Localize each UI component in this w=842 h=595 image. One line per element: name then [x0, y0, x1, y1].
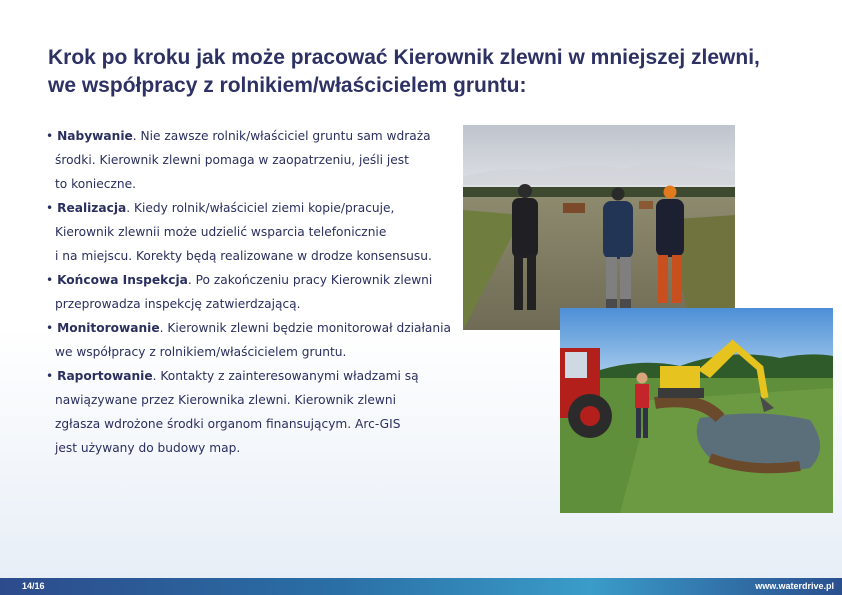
step-text-line: to konieczne.	[55, 177, 136, 191]
excavator-illustration	[560, 308, 833, 513]
step-term: Realizacja	[57, 201, 127, 215]
step-term: Monitorowanie	[57, 321, 160, 335]
step-term: Raportowanie	[57, 369, 153, 383]
step-text-line: jest używany do budowy map.	[55, 441, 241, 455]
footer-bar	[0, 578, 842, 595]
step-text: . Nie zawsze rolnik/właściciel gruntu sam wdraża	[132, 129, 431, 143]
website-link[interactable]: www.waterdrive.pl	[755, 581, 834, 591]
step-text-line: środki. Kierownik zlewni pomaga w zaopatrzeniu, jeśli jest	[55, 153, 409, 167]
step-text: . Kiedy rolnik/właściciel ziemi kopie/pracuje,	[126, 201, 395, 215]
field-walk-illustration	[463, 125, 735, 330]
steps-list	[46, 124, 466, 460]
step-text: . Po zakończeniu pracy Kierownik zlewni	[187, 273, 433, 287]
step-text-line: i na miejscu. Korekty będą realizowane w drodze konsensusu.	[55, 249, 432, 263]
step-text-line: Kierownik zlewnii może udzielić wsparcia telefonicznie	[55, 225, 387, 239]
step-text: . Kontakty z zainteresowanymi władzami są	[152, 369, 419, 383]
excavator-photo	[560, 308, 833, 513]
page-number: 14/16	[22, 581, 45, 591]
step-text-line: we współpracy z rolnikiem/właścicielem gruntu.	[55, 345, 347, 359]
step-text-line: przeprowadza inspekcję zatwierdzającą.	[55, 297, 301, 311]
page-title	[48, 44, 808, 100]
list-item-nabywanie: • Nabywanie. Nie zawsze rolnik/właściciel gruntu sam wdraża środki. Kierownik zlewni pomaga w zaopatrzeniu, jeśli jest to konieczne.	[46, 124, 466, 196]
step-term: Końcowa Inspekcja	[57, 273, 188, 287]
step-term: Nabywanie	[57, 129, 133, 143]
field-walk-photo	[463, 125, 735, 330]
list-item-realizacja: • Realizacja. Kiedy rolnik/właściciel ziemi kopie/pracuje, Kierownik zlewnii może udzielić wsparcia telefonicznie i na miejscu. Korekty będą realizowane w drodze konsensusu.	[46, 196, 466, 268]
list-item-monitorowanie: • Monitorowanie. Kierownik zlewni będzie monitorował działania we współpracy z rolnikiem/właścicielem gruntu.	[46, 316, 466, 364]
title-line-1: Krok po kroku jak może pracować Kierownik zlewni w mniejszej zlewni,	[48, 46, 760, 69]
step-text-line: nawiązywane przez Kierownika zlewni. Kierownik zlewni	[55, 393, 396, 407]
step-text: . Kierownik zlewni będzie monitorował działania	[159, 321, 451, 335]
list-item-koncowa-inspekcja: • Końcowa Inspekcja. Po zakończeniu pracy Kierownik zlewni przeprowadza inspekcję zatwierdzającą.	[46, 268, 466, 316]
list-item-raportowanie: • Raportowanie. Kontakty z zainteresowanymi władzami są nawiązywane przez Kierownika zlewni. Kierownik zlewni zgłasza wdrożone środki organom finansującym. Arc-GIS jest używany do budowy map.	[46, 364, 466, 460]
title-line-2: we współpracy z rolnikiem/właścicielem gruntu:	[48, 74, 527, 97]
step-text-line: zgłasza wdrożone środki organom finansującym. Arc-GIS	[55, 417, 401, 431]
